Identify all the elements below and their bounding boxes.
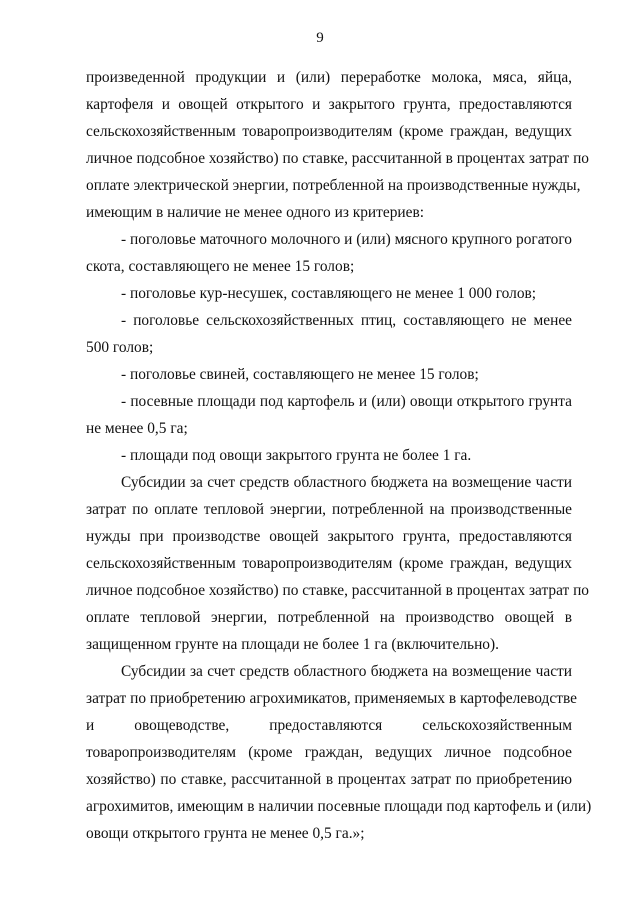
text-line: картофеля и овощей открытого и закрытого грунта, предоставляются — [86, 96, 572, 113]
text-line: не менее 0,5 га; — [86, 420, 188, 437]
list-item-line: - поголовье кур-несушек, составляющего не менее 1 000 голов; — [121, 285, 537, 302]
text-line: сельскохозяйственным товаропроизводителям (кроме граждан, ведущих — [86, 123, 572, 140]
text-line: скота, составляющего не менее 15 голов; — [86, 258, 355, 275]
paragraph-first-line: Субсидии за счет средств областного бюджета на возмещение части — [121, 474, 572, 491]
list-item-line: - поголовье сельскохозяйственных птиц, составляющего не менее — [121, 312, 572, 329]
text-line: 500 голов; — [86, 339, 154, 356]
text-line: и овощеводстве, предоставляются сельскохозяйственным — [86, 717, 572, 734]
text-line: личное подсобное хозяйство) по ставке, рассчитанной в процентах затрат по — [86, 582, 590, 599]
text-line: товаропроизводителям (кроме граждан, ведущих личное подсобное — [86, 744, 572, 761]
text-line: агрохимитов, имеющим в наличии посевные площади под картофель и (или) — [86, 798, 592, 815]
text-line: затрат по приобретению агрохимикатов, применяемых в картофелеводстве — [86, 690, 577, 707]
list-item-line: - поголовье маточного молочного и (или) мясного крупного рогатого — [121, 231, 572, 248]
text-line: овощи открытого грунта не менее 0,5 га.»; — [86, 825, 365, 842]
text-line: нужды при производстве овощей закрытого грунта, предоставляются — [86, 528, 572, 545]
text-line: имеющим в наличие не менее одного из критериев: — [86, 204, 425, 221]
page-number: 9 — [316, 30, 324, 46]
list-item-line: - поголовье свиней, составляющего не менее 15 голов; — [121, 366, 479, 383]
text-line: оплате тепловой энергии, потребленной на производство овощей в — [86, 609, 572, 626]
paragraph-first-line: Субсидии за счет средств областного бюджета на возмещение части — [121, 663, 572, 680]
text-line: оплате электрической энергии, потребленной на производственные нужды, — [86, 177, 581, 194]
text-line: сельскохозяйственным товаропроизводителям (кроме граждан, ведущих — [86, 555, 572, 572]
text-line: произведенной продукции и (или) переработке молока, мяса, яйца, — [86, 69, 572, 86]
text-line: хозяйство) по ставке, рассчитанной в процентах затрат по приобретению — [86, 771, 572, 788]
text-line: защищенном грунте на площади не более 1 га (включительно). — [86, 636, 499, 653]
list-item-line: - посевные площади под картофель и (или) овощи открытого грунта — [121, 393, 572, 410]
list-item-line: - площади под овощи закрытого грунта не более 1 га. — [121, 447, 472, 464]
text-line: затрат по оплате тепловой энергии, потребленной на производственные — [86, 501, 572, 518]
text-line: личное подсобное хозяйство) по ставке, рассчитанной в процентах затрат по — [86, 150, 590, 167]
